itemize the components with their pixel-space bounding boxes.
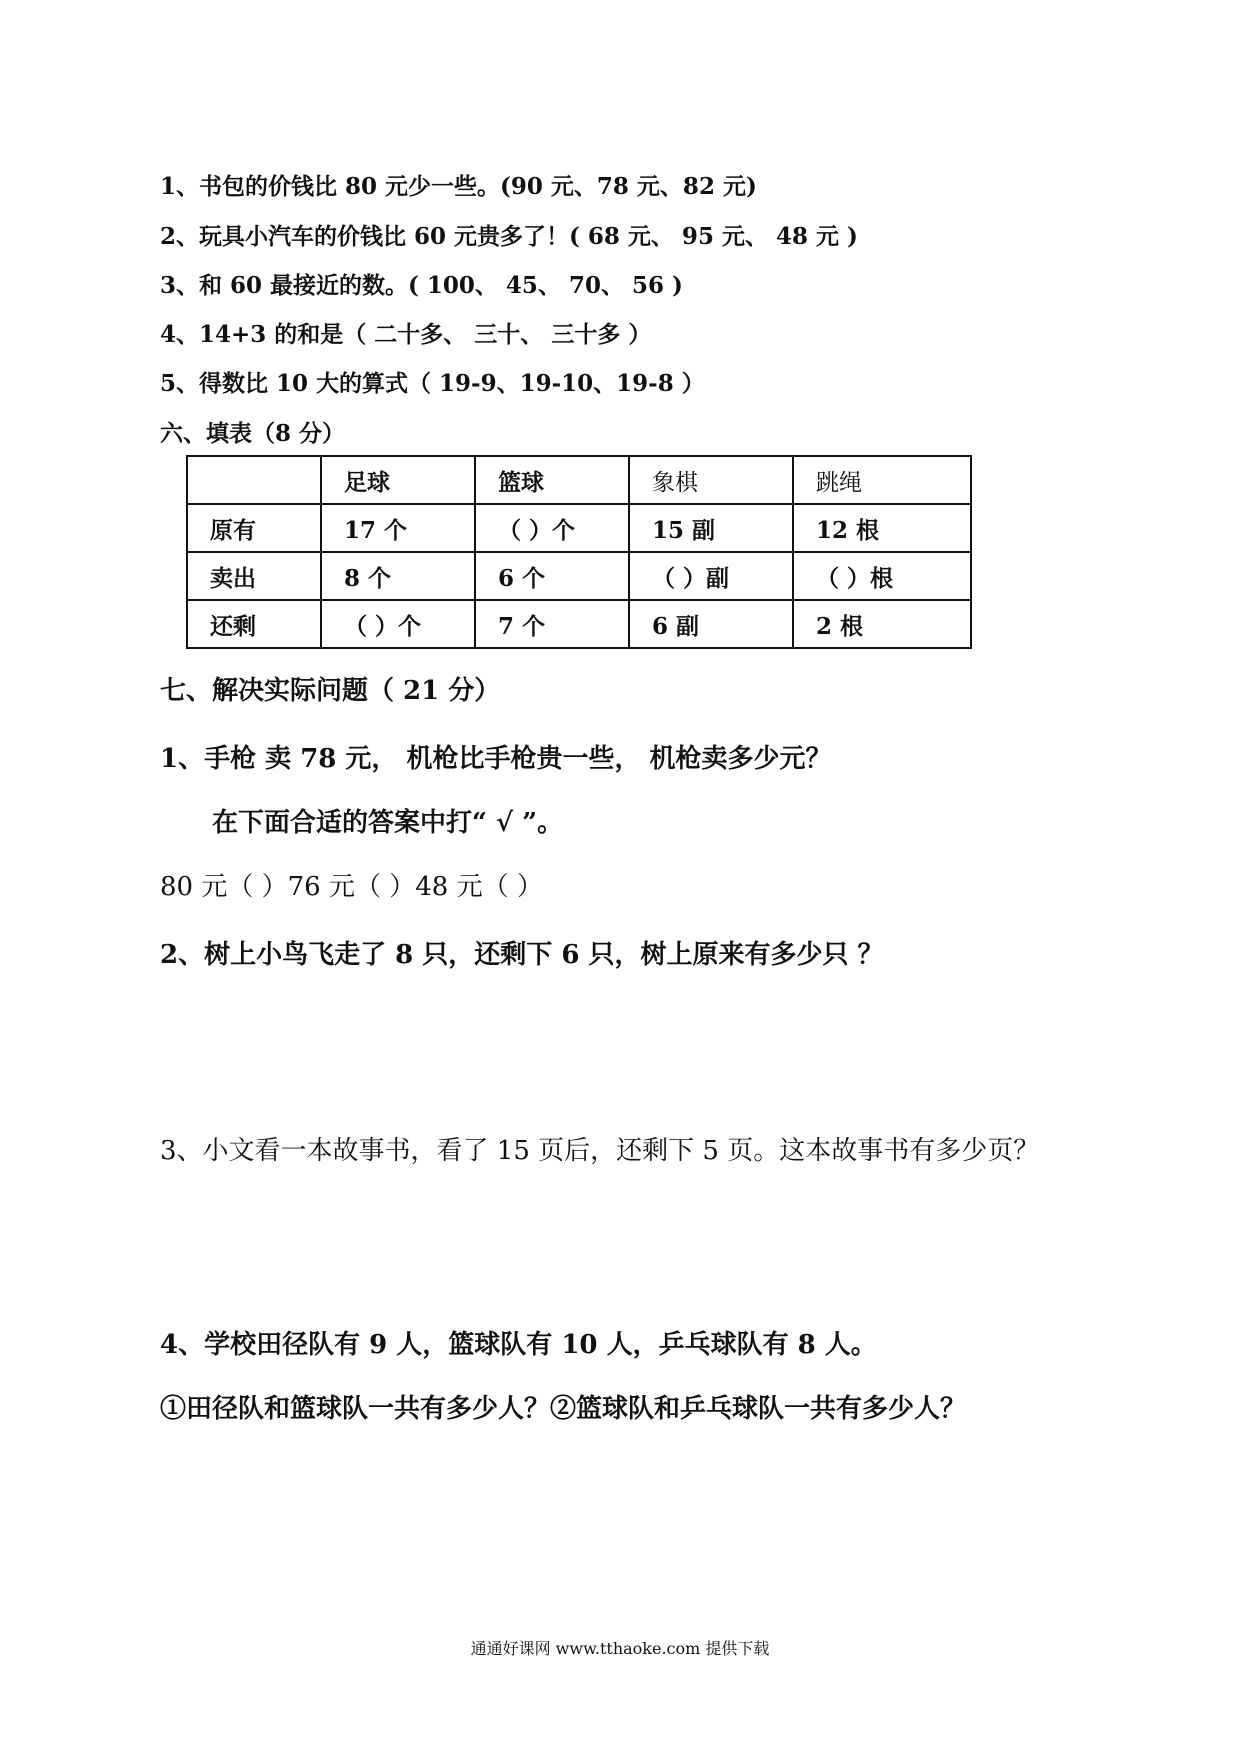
table-row — [187, 504, 971, 552]
section6-title: 六、填表（8 分） — [160, 420, 346, 447]
table-cell: （ ）根 — [793, 552, 971, 600]
table-header-football: 足球 — [321, 456, 475, 504]
table-cell: 17 个 — [321, 504, 475, 552]
choice-item-5: 5、得数比 10 大的算式（ 19-9、19-10、19-8 ） — [160, 370, 705, 397]
question-4-subquestions: ①田径队和篮球队一共有多少人？②篮球队和乒乓球队一共有多少人？ — [160, 1394, 967, 1424]
question-1-options: 80 元（ ）76 元（ ）48 元（ ） — [160, 872, 543, 902]
question-2: 2、树上小鸟飞走了 8 只，还剩下 6 只，树上原来有多少只 ？ — [160, 940, 884, 970]
table-header-corner — [187, 456, 321, 504]
table-cell: 7 个 — [475, 600, 629, 648]
choice-item-2: 2、玩具小汽车的价钱比 60 元贵多了！( 68 元、 95 元、 48 元 ) — [160, 223, 858, 250]
table-cell: 6 个 — [475, 552, 629, 600]
question-1: 1、手枪 卖 78 元， 机枪比手枪贵一些， 机枪卖多少元？ — [160, 744, 832, 774]
table-cell: 8 个 — [321, 552, 475, 600]
row-label-sold: 卖出 — [187, 552, 321, 600]
question-4: 4、学校田径队有 9 人，篮球队有 10 人，乒乓球队有 8 人。 — [160, 1330, 877, 1360]
table-cell: （ ）个 — [321, 600, 475, 648]
table-header-jumprope: 跳绳 — [793, 456, 971, 504]
section7-title: 七、解决实际问题（ 21 分） — [160, 676, 501, 706]
choice-item-1: 1、书包的价钱比 80 元少一些。(90 元、78 元、82 元) — [160, 173, 757, 200]
table-cell: （ ）个 — [475, 504, 629, 552]
choice-item-3: 3、和 60 最接近的数。( 100、 45、 70、 56 ) — [160, 272, 683, 299]
row-label-remaining: 还剩 — [187, 600, 321, 648]
question-3: 3、小文看一本故事书，看了 15 页后，还剩下 5 页。这本故事书有多少页？ — [160, 1136, 1040, 1166]
table-cell: 2 根 — [793, 600, 971, 648]
table-cell: （ ）副 — [629, 552, 793, 600]
fill-table — [186, 455, 972, 649]
footer-credit: 通通好课网 www.tthaoke.com 提供下载 — [470, 1639, 770, 1658]
row-label-original: 原有 — [187, 504, 321, 552]
table-cell: 15 副 — [629, 504, 793, 552]
table-cell: 12 根 — [793, 504, 971, 552]
table-cell: 6 副 — [629, 600, 793, 648]
table-row — [187, 600, 971, 648]
question-1-instruction: 在下面合适的答案中打“ √ ”。 — [212, 808, 564, 838]
choice-item-4: 4、14+3 的和是（ 二十多、 三十、 三十多 ） — [160, 321, 652, 348]
table-header-basketball: 篮球 — [475, 456, 629, 504]
table-row — [187, 552, 971, 600]
table-header-row — [187, 456, 971, 504]
table-header-chess: 象棋 — [629, 456, 793, 504]
